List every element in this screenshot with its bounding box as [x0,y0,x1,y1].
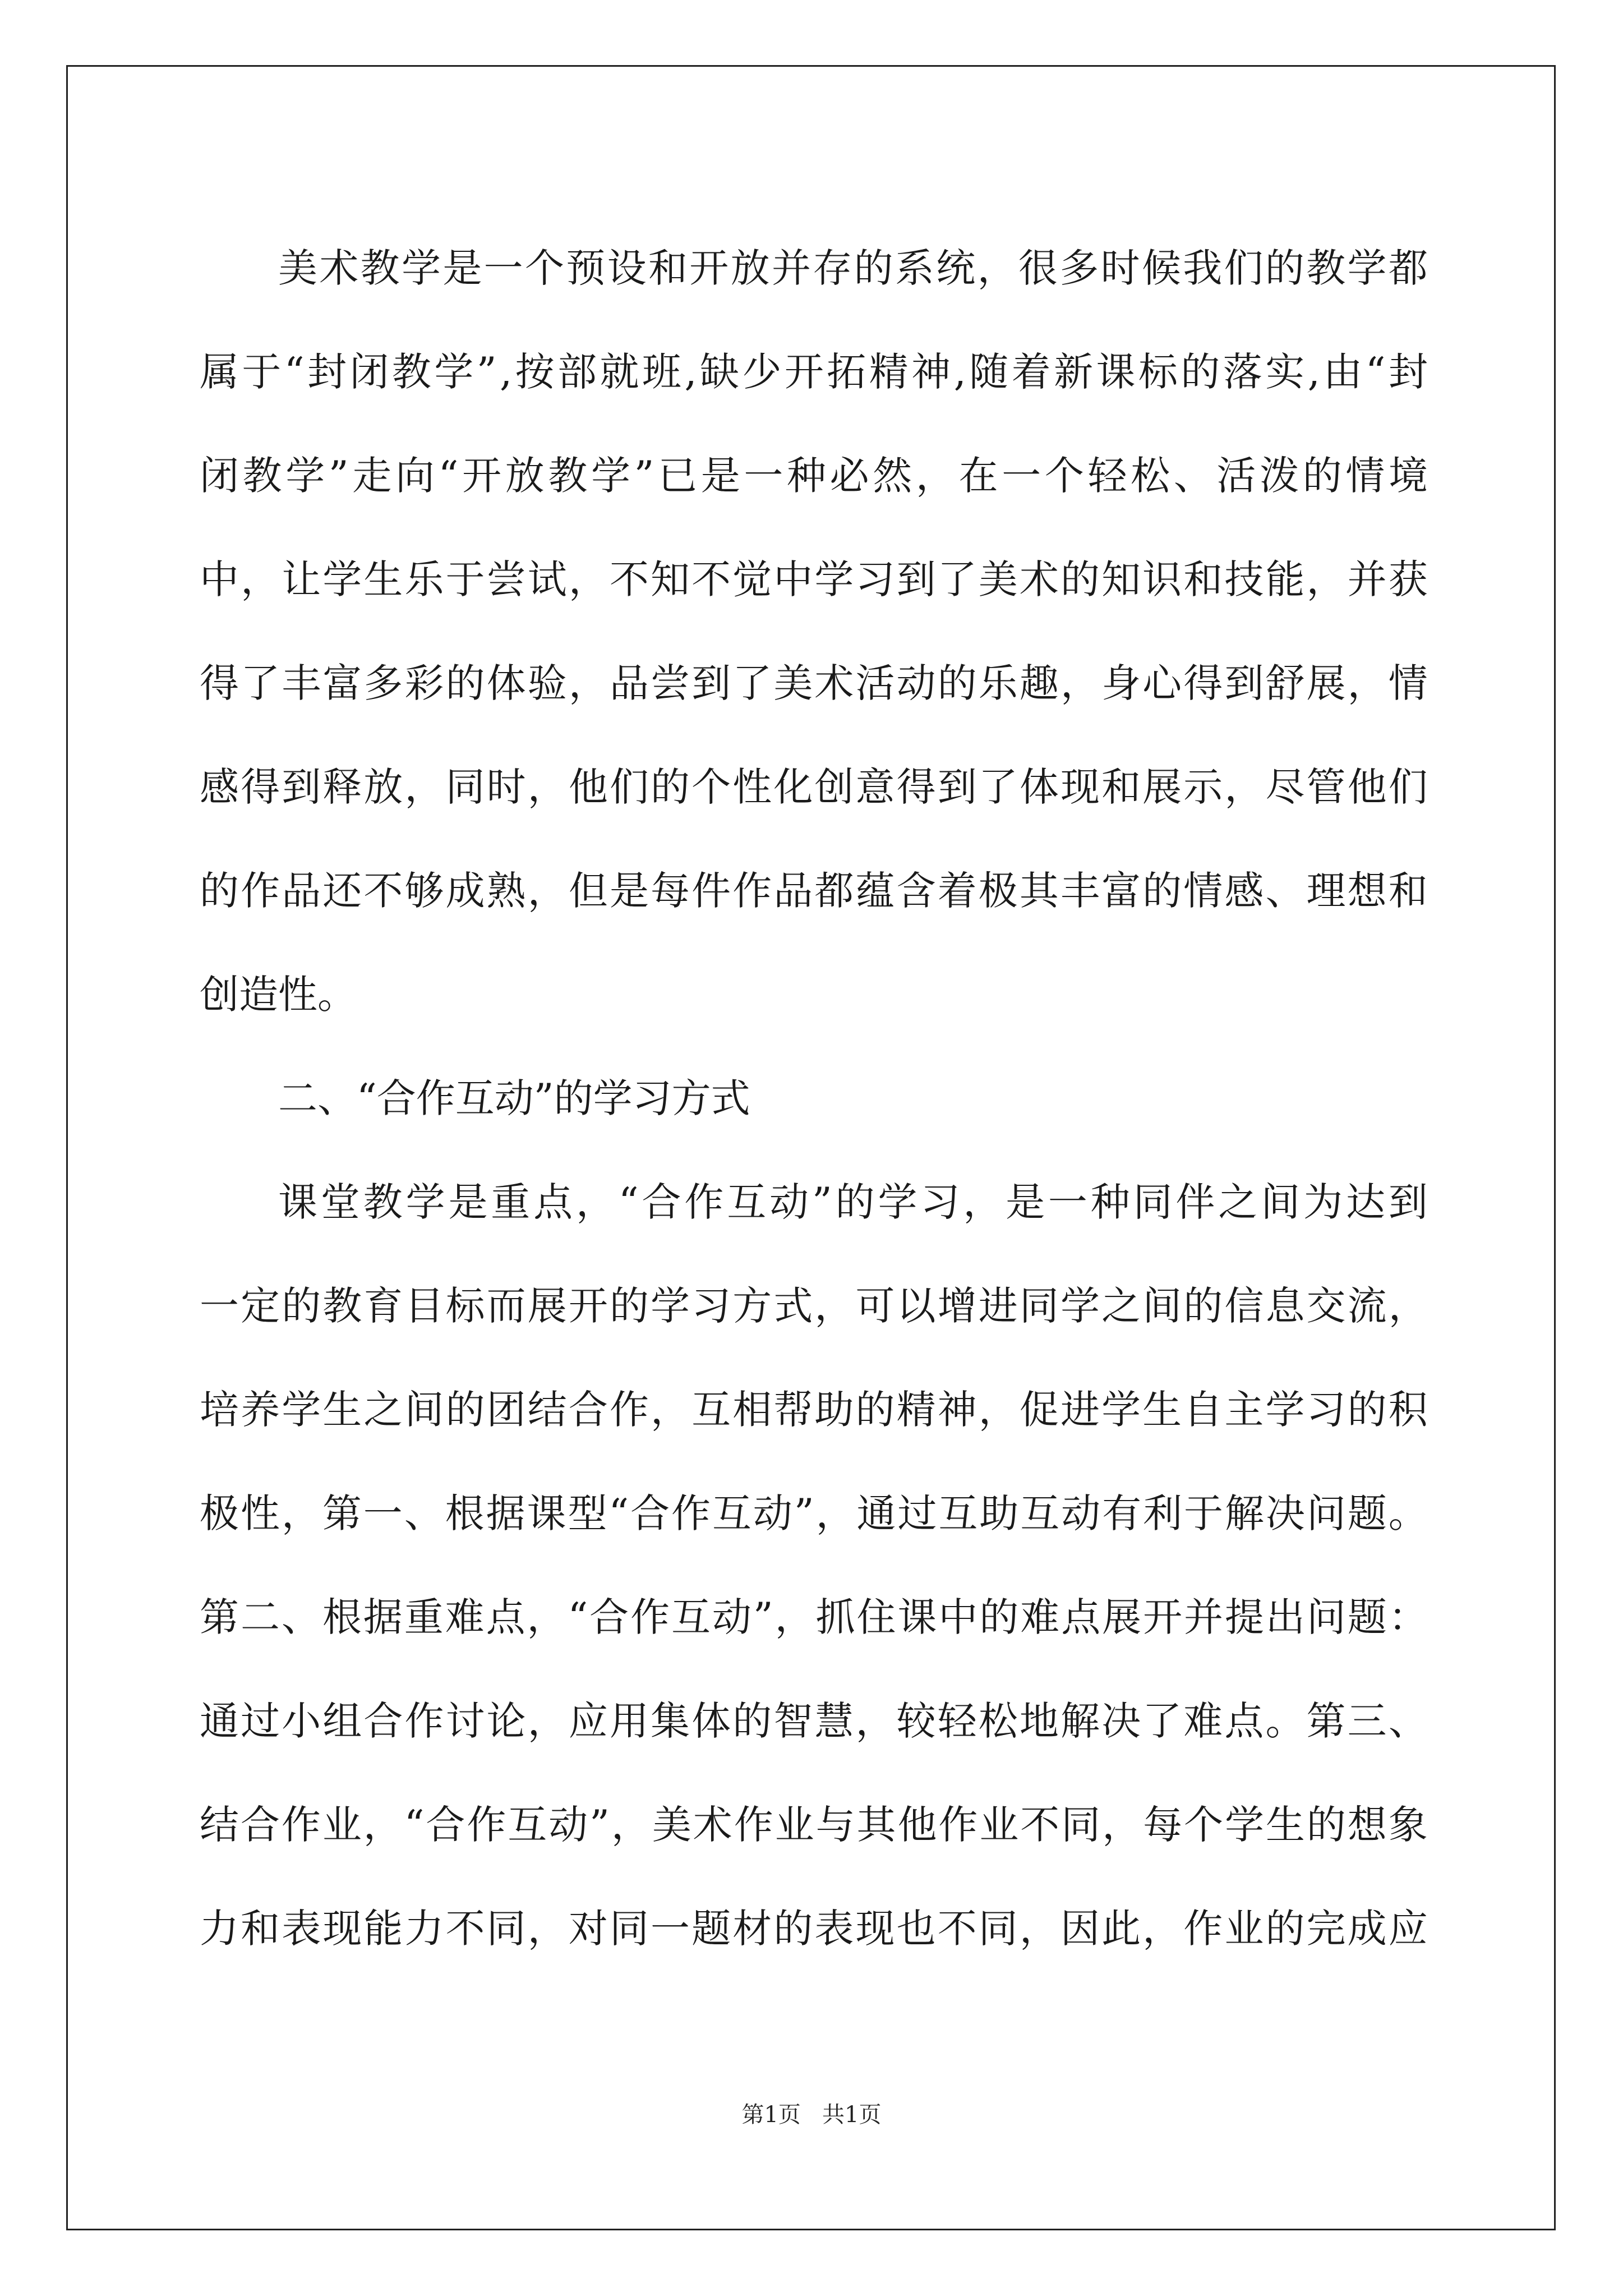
text-line: 力 和 表 现 能 力 不 同 ， 对 同 一 题 材 的 表 现 也 不 同 ， 因 此 ， 作 业 的 完 成 应 [200,1905,1428,1952]
text-line: 第 二 、 根 据 重 难 点 ， “ 合 作 互 动 ” ， 抓 住 课 中 的 难 点 展 开 并 提 出 问 题 ： [200,1594,1428,1640]
document-body [200,216,1428,1980]
text-line: 属 于 “ 封 闭 教 学 ” , 按 部 就 班 , 缺 少 开 拓 精 神 , 随 着 新 课 标 的 落 实 , 由 “ 封 [200,348,1428,395]
text-line: 得 了 丰 富 多 彩 的 体 验 ， 品 尝 到 了 美 术 活 动 的 乐 趣 ， 身 心 得 到 舒 展 ， 情 [200,660,1428,706]
text-line: 一 定 的 教 育 目 标 而 展 开 的 学 习 方 式 ， 可 以 增 进 同 学 之 间 的 信 息 交 流 ， [200,1282,1428,1329]
text-line: 中 ， 让 学 生 乐 于 尝 试 ， 不 知 不 觉 中 学 习 到 了 美 术 的 知 识 和 技 能 ， 并 获 [200,556,1428,602]
page-footer: 第1页 共1页 [741,2102,882,2128]
text-line: 创造性。 [200,971,357,1018]
text-line: 二、“合作互动”的学习方式 [278,1075,750,1121]
text-line: 培 养 学 生 之 间 的 团 结 合 作 ， 互 相 帮 助 的 精 神 ， 促 进 学 生 自 主 学 习 的 积 [200,1386,1428,1433]
text-line: 极 性 ， 第 一 、 根 据 课 型 “ 合 作 互 动 ” ， 通 过 互 助 互 动 有 利 于 解 决 问 题 。 [200,1490,1428,1536]
text-line: 美 术 教 学 是 一 个 预 设 和 开 放 并 存 的 系 统 ， 很 多 时 候 我 们 的 教 学 都 [278,245,1428,291]
text-line: 闭 教 学 ” 走 向 “ 开 放 教 学 ” 已 是 一 种 必 然 ， 在 一 个 轻 松 、 活 泼 的 情 境 [200,452,1428,499]
text-line: 的 作 品 还 不 够 成 熟 ， 但 是 每 件 作 品 都 蕴 含 着 极 其 丰 富 的 情 感 、 理 想 和 [200,867,1428,914]
text-line: 感 得 到 释 放 ， 同 时 ， 他 们 的 个 性 化 创 意 得 到 了 体 现 和 展 示 ， 尽 管 他 们 [200,763,1428,810]
text-line: 课 堂 教 学 是 重 点 ， “ 合 作 互 动 ” 的 学 习 ， 是 一 种 同 伴 之 间 为 达 到 [278,1179,1428,1225]
text-line: 结 合 作 业 ， “ 合 作 互 动 ” ， 美 术 作 业 与 其 他 作 业 不 同 ， 每 个 学 生 的 想 象 [200,1801,1428,1848]
text-line: 通 过 小 组 合 作 讨 论 ， 应 用 集 体 的 智 慧 ， 较 轻 松 地 解 决 了 难 点 。 第 三 、 [200,1697,1428,1744]
